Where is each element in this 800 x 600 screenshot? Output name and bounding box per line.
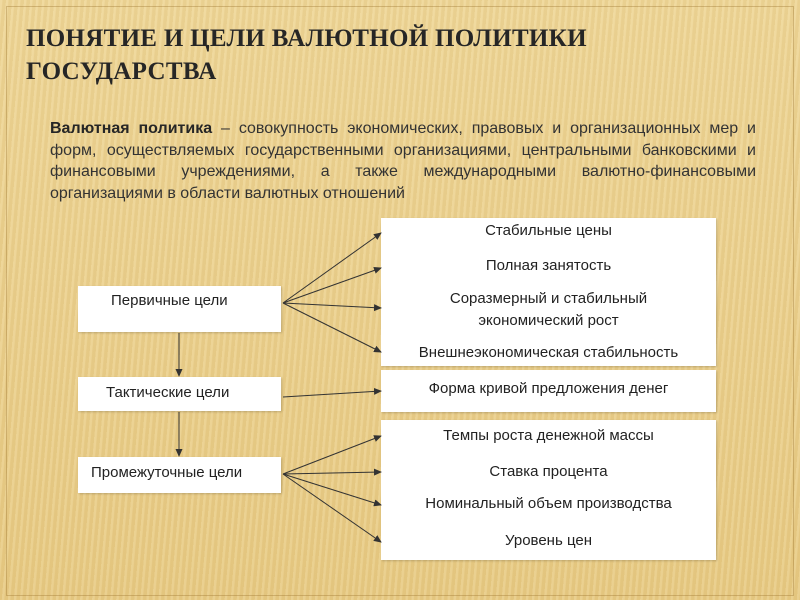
arrow-primary-to-full-employment bbox=[283, 268, 381, 303]
target-price-level: Уровень цен bbox=[505, 532, 592, 549]
target-full-employment: Полная занятость bbox=[485, 257, 612, 274]
arrow-primary-to-external-stability bbox=[283, 303, 381, 352]
arrow-primary-to-stable-prices bbox=[283, 233, 381, 303]
target-money-supply-curve: Форма кривой предложения денег bbox=[428, 380, 669, 397]
target-growth-line1: Соразмерный и стабильный bbox=[449, 290, 648, 307]
target-growth-line2: экономический рост bbox=[478, 312, 619, 329]
definition-term: Валютная политика bbox=[50, 120, 213, 137]
target-interest-rate: Ставка процента bbox=[489, 463, 608, 480]
arrow-intermediate-to-interest-rate bbox=[283, 472, 381, 474]
target-money-growth: Темпы роста денежной массы bbox=[443, 427, 654, 444]
target-nominal-output: Номинальный объем производства bbox=[425, 495, 672, 512]
definition-body: – совокупность экономических, правовых и организационных мер и форм, осуществляемых государственными организациями, центральными банковскими и финансовыми учреждениями, а также международными валютно-финансовыми организациями в области валютных отношений bbox=[50, 120, 756, 202]
intermediate-goals-label: Промежуточные цели bbox=[91, 464, 243, 481]
arrow-intermediate-to-price-level bbox=[283, 474, 381, 542]
target-stable-prices: Стабильные цены bbox=[485, 222, 612, 239]
slide-title: ПОНЯТИЕ И ЦЕЛИ ВАЛЮТНОЙ ПОЛИТИКИ ГОСУДАРСТВА bbox=[26, 25, 587, 85]
arrow-primary-to-growth bbox=[283, 303, 381, 308]
target-external-stability: Внешнеэкономическая стабильность bbox=[418, 344, 679, 361]
arrow-tactical-to-curve bbox=[283, 391, 381, 397]
arrow-intermediate-to-money-growth bbox=[283, 436, 381, 474]
tactical-goals-label: Тактические цели bbox=[106, 384, 230, 401]
primary-goals-label: Первичные цели bbox=[111, 292, 228, 309]
arrow-intermediate-to-nominal-output bbox=[283, 474, 381, 505]
